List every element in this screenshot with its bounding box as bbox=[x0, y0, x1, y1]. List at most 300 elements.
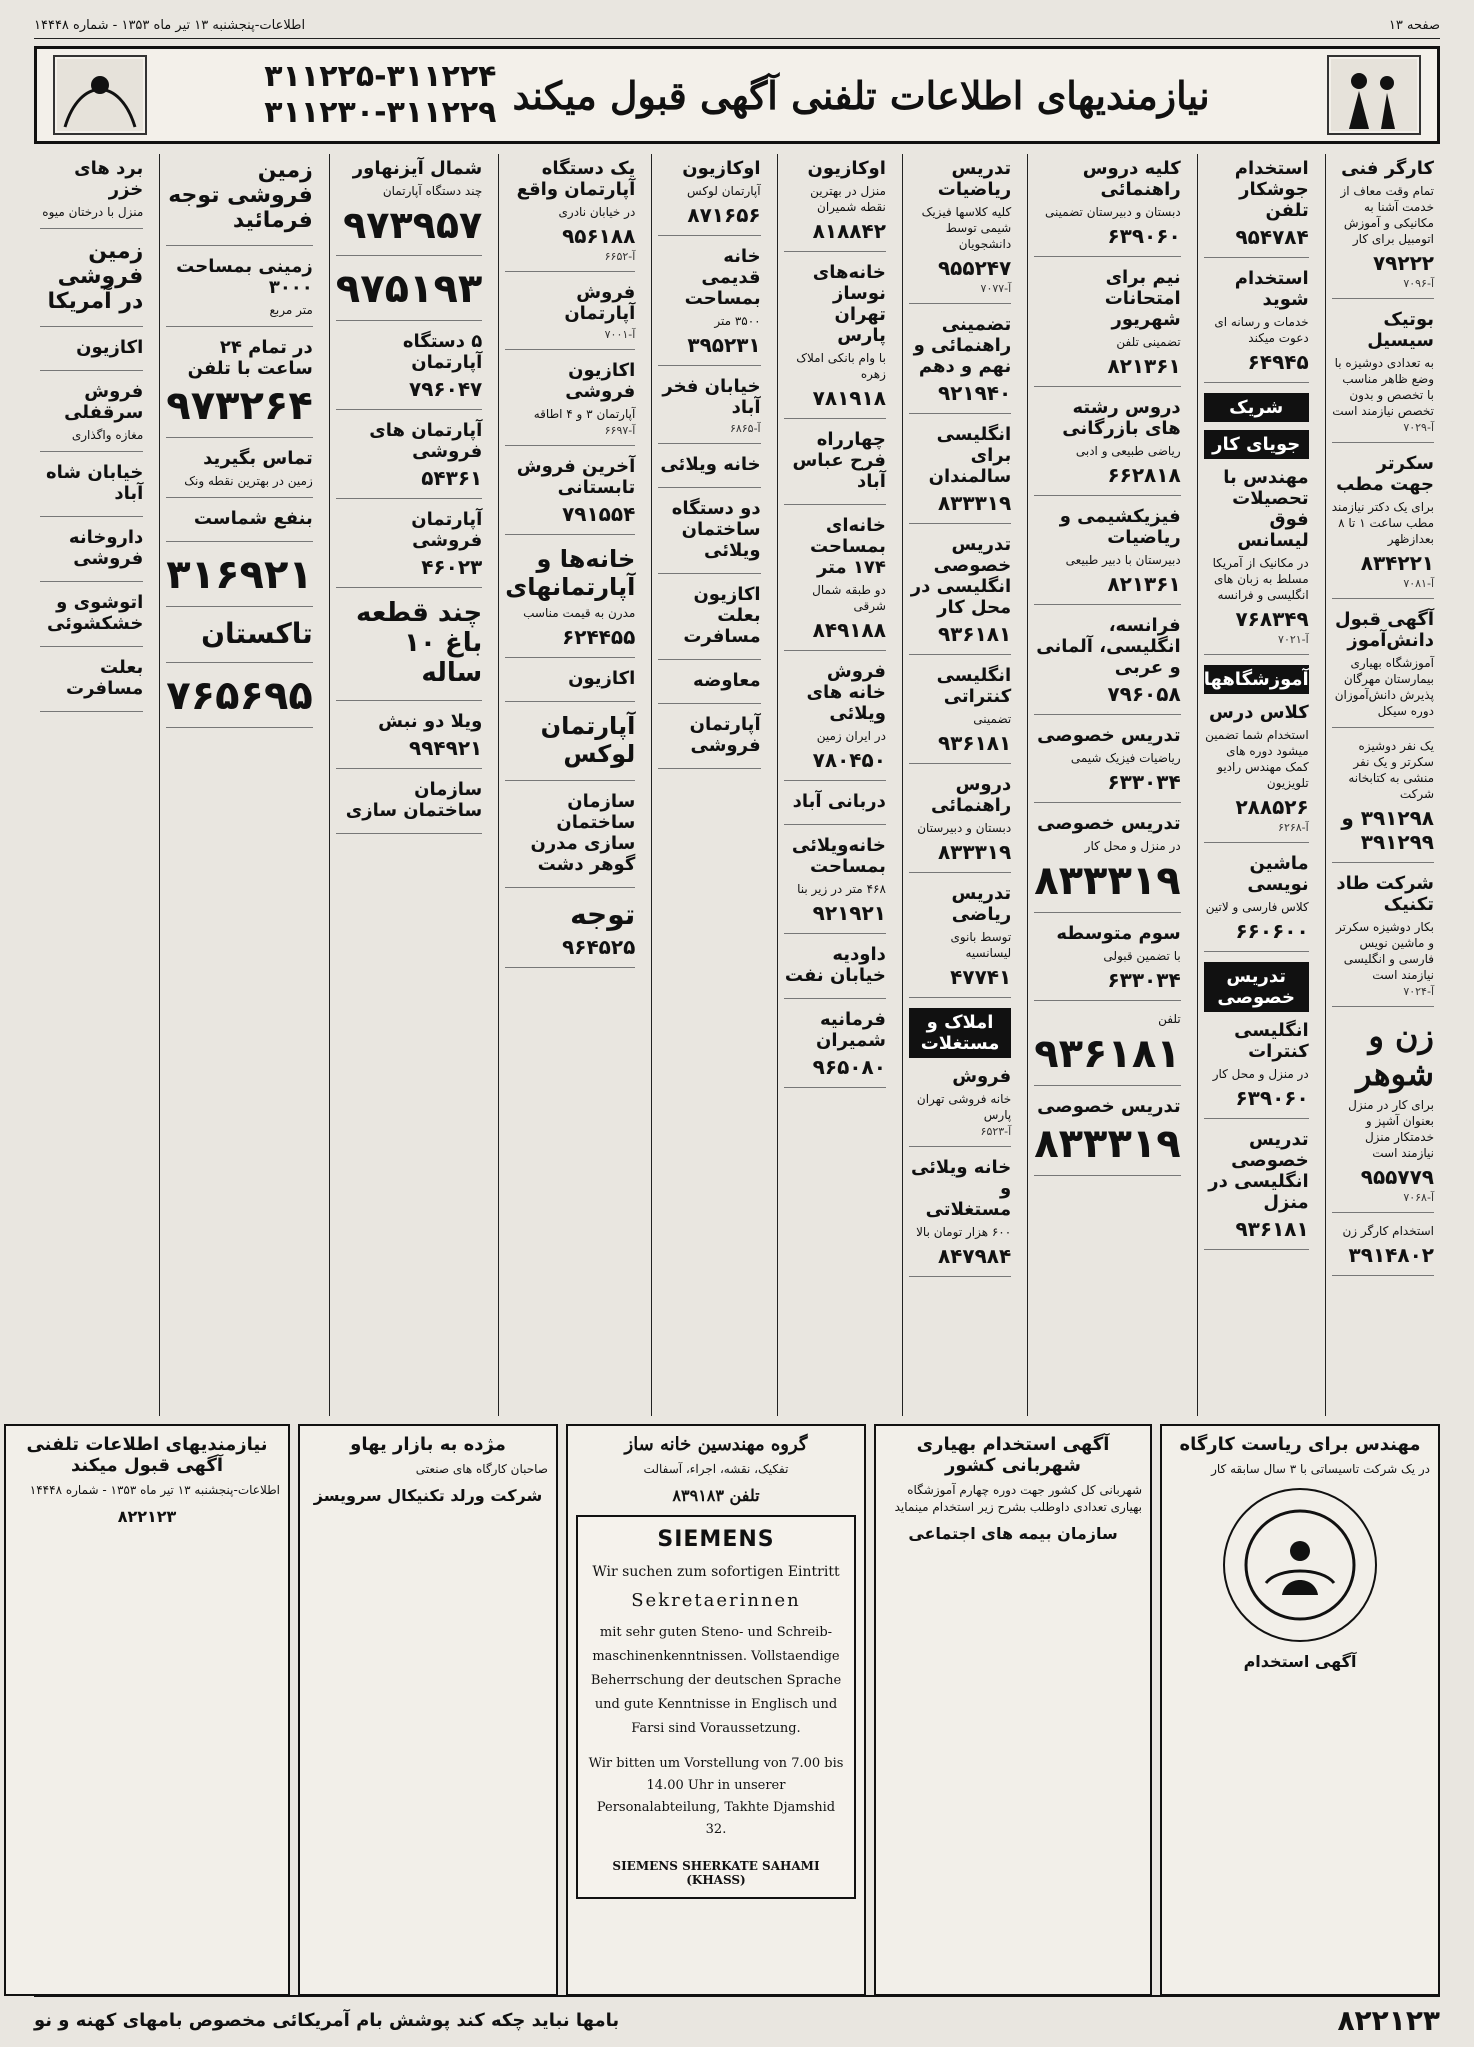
ad-title: نیم برای امتحانات شهریور bbox=[1104, 267, 1181, 330]
ad-text: یک نفر دوشیزه سکرتر و یک نفر منشی به کتابخانه شرکت bbox=[1348, 739, 1434, 801]
ad-phone: ۹۵۵۲۴۷ bbox=[937, 256, 1012, 280]
ad-phone: ۹۳۶۱۸۱ bbox=[1034, 1031, 1181, 1077]
ad-title: آگهی قبول دانش‌آموز bbox=[1334, 609, 1434, 651]
ad-phone: ۹۳۶۱۸۱ bbox=[937, 731, 1012, 755]
ad-title: تماس بگیرید bbox=[203, 448, 313, 469]
column-5 bbox=[777, 154, 892, 1416]
banner-phone-line-2: ۳۱۱۲۳۰-۳۱۱۲۲۹ bbox=[264, 95, 497, 130]
section-heading: املاک و مستغلات bbox=[909, 1008, 1011, 1058]
ad bbox=[909, 1066, 1011, 1147]
ad bbox=[909, 1157, 1011, 1277]
ad-title: دربانی آباد bbox=[792, 791, 886, 812]
ad-title: معاوضه bbox=[693, 670, 761, 691]
ad bbox=[336, 509, 482, 588]
panel-footer: آگهی استخدام bbox=[1243, 1652, 1357, 1671]
ad-text: ریاضیات فیزیک شیمی bbox=[1070, 751, 1181, 765]
ad-text: با تضمین قبولی bbox=[1103, 949, 1181, 963]
ad bbox=[166, 337, 312, 438]
section-heading: تدریس خصوصی bbox=[1204, 962, 1309, 1012]
ad bbox=[658, 670, 760, 704]
banner-left-ornament bbox=[1327, 55, 1421, 135]
ad-title: اوکازیون bbox=[682, 158, 761, 179]
panel-body: اطلاعات-پنجشنبه ۱۳ تیر ماه ۱۳۵۳ - شماره ۱۴۴۴۸ bbox=[29, 1483, 280, 1497]
page-top-line bbox=[34, 18, 1440, 39]
ad-title: کلیه دروس راهنمائی bbox=[1082, 158, 1181, 200]
ad bbox=[166, 256, 312, 327]
ad-title: بعلت مسافرت bbox=[66, 657, 144, 699]
siemens-recruitment-box bbox=[576, 1515, 856, 1899]
ad-title: داروخانه فروشی bbox=[68, 527, 144, 569]
ad-title: خانه‌ها و آپارتمانهای bbox=[505, 545, 636, 601]
ad-phone: ۴۷۷۴۱ bbox=[950, 965, 1012, 989]
ad-phone: ۹۷۳۲۶۴ bbox=[166, 383, 313, 429]
ad bbox=[1034, 615, 1180, 715]
ad-phone: ۴۶۰۲۳ bbox=[421, 555, 483, 579]
ad bbox=[1034, 725, 1180, 803]
ad bbox=[784, 661, 886, 781]
ad-title: اکازیون bbox=[76, 337, 144, 358]
ad-text: در منزل و محل کار bbox=[1084, 839, 1181, 853]
ad bbox=[1332, 1017, 1434, 1213]
ad-title: آپارتمان فروشی bbox=[689, 714, 761, 756]
column-2 bbox=[1197, 154, 1315, 1416]
ad-title: کلاس درس bbox=[1209, 702, 1309, 723]
ad-title: چهارراه فرح عباس آباد bbox=[792, 429, 886, 492]
section-heading: شریک bbox=[1204, 393, 1309, 422]
ad bbox=[166, 617, 312, 663]
ad-text: آپارتمان ۳ و ۴ اطاقه bbox=[533, 407, 636, 421]
siemens-line-2: Sekretaerinnen bbox=[631, 1590, 801, 1611]
ad-title: توجه bbox=[570, 898, 636, 931]
column-9 bbox=[159, 154, 318, 1416]
ad bbox=[40, 239, 143, 327]
ad-title: آخرین فروش تابستانی bbox=[516, 456, 636, 498]
ad bbox=[1332, 309, 1434, 443]
ad-title: خانه‌ویلائی بمساحت bbox=[791, 835, 886, 877]
siemens-ad-phone: تلفن ۸۳۹۱۸۳ bbox=[672, 1486, 760, 1505]
ad-text: خانه فروشی تهران پارس bbox=[916, 1092, 1012, 1122]
ad-text: مدرن به قیمت مناسب bbox=[523, 606, 636, 620]
ad bbox=[784, 835, 886, 934]
ad bbox=[1332, 609, 1434, 728]
ad-text: آموزشگاه بهیاری بیمارستان مهرگان پذیرش دانش‌آموزان دوره سیکل bbox=[1334, 656, 1434, 718]
ad-title: زمینی بمساحت ۳۰۰۰ bbox=[176, 256, 313, 298]
ad-phone: ۸۳۴۲۲۱ bbox=[1360, 551, 1434, 575]
ad-title: سازمان ساختمان سازی bbox=[345, 779, 483, 821]
ad bbox=[658, 454, 760, 488]
ad bbox=[336, 598, 482, 701]
ad-phone: ۸۳۳۳۱۹ bbox=[937, 840, 1012, 864]
ad-title: تدریس خصوصی bbox=[1037, 1096, 1181, 1117]
ad bbox=[784, 515, 886, 651]
ad bbox=[40, 462, 143, 517]
ad bbox=[166, 673, 312, 728]
ad bbox=[166, 158, 312, 246]
ad bbox=[658, 158, 760, 236]
ad-text: با وام بانکی املاک زهره bbox=[796, 351, 886, 381]
ad-code: آ-۷۰۲۹ bbox=[1403, 421, 1434, 434]
ad-text: استخدام شما تضمین میشود دوره های کمک مهندس رادیو تلویزیون bbox=[1205, 728, 1309, 790]
ad-title: داودیه خیابان نفت bbox=[784, 944, 886, 986]
ad bbox=[1034, 1011, 1180, 1086]
ad-title: آپارتمان فروشی bbox=[411, 509, 483, 551]
ad-phone: ۸۳۳۳۱۹ bbox=[1034, 1121, 1181, 1167]
ad-phone: ۸۷۱۶۵۶ bbox=[687, 203, 761, 227]
ad-text: منزل با درختان میوه bbox=[42, 205, 144, 219]
ad-phone: ۶۶۲۸۱۸ bbox=[1107, 463, 1181, 487]
ad bbox=[1332, 873, 1434, 1007]
ad-text: کلاس فارسی و لاتین bbox=[1205, 900, 1309, 914]
ad bbox=[658, 498, 760, 574]
ad-phone: ۶۳۳۰۳۴ bbox=[1107, 770, 1181, 794]
ad bbox=[1204, 702, 1309, 843]
ad bbox=[909, 774, 1011, 873]
ad bbox=[1034, 813, 1180, 913]
ad-title: زمین فروشی توجه فرمائید bbox=[168, 158, 313, 233]
ad-phone: ۹۲۱۹۴۰ bbox=[937, 381, 1012, 405]
bottom-panel-2 bbox=[874, 1424, 1152, 1996]
column-3 bbox=[1027, 154, 1186, 1416]
ad-text: برای کار در منزل بعنوان آشپز و خدمتکار منزل نیازمند است bbox=[1348, 1098, 1434, 1160]
ad-code: آ-۶۶۹۷ bbox=[604, 424, 636, 437]
ad bbox=[1034, 506, 1180, 605]
ad-code: آ-۶۶۵۲ bbox=[604, 250, 636, 263]
ad-title: انگلیسی کنترات bbox=[1234, 1020, 1309, 1062]
section-heading: آموزشگاهها bbox=[1204, 665, 1309, 694]
banner-phone-line-1: ۳۱۱۲۲۵-۳۱۱۲۲۴ bbox=[264, 59, 497, 94]
ad bbox=[336, 711, 482, 769]
ad bbox=[1332, 453, 1434, 599]
ad-phone: ۸۳۳۳۱۹ bbox=[1034, 858, 1181, 904]
siemens-line-5: SIEMENS SHERKATE SAHAMI (KHASS) bbox=[612, 1859, 820, 1887]
ad-phone: ۶۳۹۰۶۰ bbox=[1107, 224, 1181, 248]
organization-logo bbox=[1223, 1488, 1377, 1642]
ad bbox=[1204, 1020, 1309, 1119]
ad-phone: ۸۲۱۳۶۱ bbox=[1107, 572, 1181, 596]
ad bbox=[505, 668, 635, 702]
ad-title: زمین فروشی در آمریکا bbox=[47, 239, 144, 314]
ad-title: فروش آپارتمان bbox=[564, 282, 636, 324]
ad-phone: ۸۱۸۸۴۲ bbox=[812, 219, 886, 243]
ad-title: ویلا دو نبش bbox=[378, 711, 483, 732]
ad-title: سوم متوسطه bbox=[1056, 923, 1181, 944]
ad-title: آپارتمان های فروشی bbox=[369, 420, 483, 462]
ad-text: در مکانیک از آمریکا مسلط به زبان های انگلیسی و فرانسه bbox=[1212, 556, 1309, 602]
ad-title: اتوشوی و خشکشوئی bbox=[46, 592, 144, 634]
ad-title: بوتیک سیسیل bbox=[1367, 309, 1434, 351]
panel-body: صاحبان کارگاه های صنعتی bbox=[415, 1462, 548, 1476]
ad bbox=[1034, 1096, 1180, 1176]
ad-text: ۳۵۰۰ متر bbox=[714, 314, 761, 328]
ad bbox=[505, 456, 635, 535]
ad-phone: ۷۹۶۰۵۸ bbox=[1107, 682, 1181, 706]
ad-text: زمین در بهترین نقطه ونک bbox=[184, 474, 313, 488]
ad bbox=[1204, 853, 1309, 952]
ad-title: فروش سرقفلی bbox=[64, 381, 144, 423]
ad-text: کلیه کلاسها فیزیک شیمی توسط دانشجویان bbox=[921, 205, 1012, 251]
ad-text: توسط بانوی لیسانسیه bbox=[950, 930, 1012, 960]
ad-title: خانه‌ای بمساحت ۱۷۴ متر bbox=[809, 515, 886, 578]
ad-code: آ-۷۰۹۶ bbox=[1403, 277, 1434, 290]
ad-title: دروس راهنمائی bbox=[931, 774, 1012, 816]
ad bbox=[40, 592, 143, 647]
ad bbox=[1034, 397, 1180, 496]
ad bbox=[784, 791, 886, 825]
ad-text: دبیرستان با دبیر طبیعی bbox=[1065, 553, 1181, 567]
page-number: صفحه ۱۳ bbox=[1388, 18, 1440, 33]
ad-phone: ۳۹۵۲۳۱ bbox=[687, 333, 761, 357]
ad-title: مهندس با تحصیلات فوق لیسانس bbox=[1223, 467, 1309, 551]
column-7 bbox=[498, 154, 641, 1416]
ad-phone: ۸۴۷۹۸۴ bbox=[937, 1244, 1012, 1268]
ad bbox=[658, 584, 760, 660]
siemens-ad-subheader: تفکیک، نقشه، اجراء، آسفالت bbox=[643, 1462, 789, 1476]
ad-text: به تعدادی دوشیزه با وضع ظاهر مناسب با تخصص و بدون تخصص نیازمند است bbox=[1332, 356, 1434, 418]
ad-title: تدریس خصوصی انگلیسی در محل کار bbox=[910, 534, 1012, 618]
ad bbox=[909, 883, 1011, 998]
ad-phone: ۸۳۳۳۱۹ bbox=[937, 491, 1012, 515]
ad bbox=[909, 424, 1011, 524]
ad-title: اوکازیون bbox=[807, 158, 886, 179]
ad bbox=[336, 331, 482, 410]
ad-title: تاکستان bbox=[201, 617, 313, 650]
ad-phone: ۶۳۳۰۳۴ bbox=[1107, 968, 1181, 992]
ad-text: برای یک دکتر نیازمند مطب ساعت ۱ تا ۸ بعدازظهر bbox=[1331, 500, 1434, 546]
ad-phone: ۷۶۵۶۹۵ bbox=[166, 673, 313, 719]
ad-heading: زن و شوهر bbox=[1356, 1017, 1434, 1093]
ad-phone: ۳۹۱۴۸۰۲ bbox=[1348, 1243, 1434, 1267]
siemens-line-1: Wir suchen zum sofortigen Eintritt bbox=[592, 1564, 840, 1580]
ad-title: شرکت طاد تکنیک bbox=[1336, 873, 1434, 915]
ad bbox=[909, 665, 1011, 764]
column-1 bbox=[1325, 154, 1440, 1416]
ad-title: شمال آیزنهاور bbox=[352, 158, 483, 179]
page-footer bbox=[34, 1995, 1440, 2037]
ad-title: اکازیون bbox=[568, 668, 636, 689]
ad bbox=[40, 158, 143, 229]
ad bbox=[166, 508, 312, 542]
ad bbox=[505, 158, 635, 272]
ad bbox=[784, 429, 886, 505]
bottom-panel-4 bbox=[298, 1424, 558, 1996]
column-6 bbox=[651, 154, 766, 1416]
ad-phone: ۹۶۵۰۸۰ bbox=[812, 1055, 886, 1079]
ad-phone: ۹۵۴۷۸۴ bbox=[1235, 225, 1309, 249]
ad bbox=[784, 158, 886, 252]
ad-title: در تمام ۲۴ ساعت با تلفن bbox=[187, 337, 313, 379]
ad bbox=[1034, 158, 1180, 257]
ad-text: در خیابان نادری bbox=[558, 205, 636, 219]
banner-phones bbox=[264, 59, 496, 131]
ad bbox=[909, 534, 1011, 655]
ads-grid bbox=[34, 154, 1440, 1416]
ad-text: تضمینی bbox=[973, 712, 1012, 726]
ad-title: تدریس خصوصی bbox=[1037, 725, 1181, 746]
ad bbox=[336, 158, 482, 256]
ad-phone: ۷۹۲۲۲ bbox=[1372, 251, 1434, 275]
ad-text: ریاضی طبیعی و ادبی bbox=[1075, 444, 1181, 458]
ad-title: برد های خزر bbox=[74, 158, 144, 200]
ad-code: آ-۶۲۶۸ bbox=[1278, 821, 1309, 834]
ad-code: آ-۶۵۲۳ bbox=[980, 1125, 1012, 1138]
ad-title: خیابان فخر آباد bbox=[662, 376, 761, 418]
panel-footer: ۸۲۲۱۲۳ bbox=[117, 1507, 177, 1526]
ad-text: تضمینی تلفن bbox=[1116, 335, 1181, 349]
ad-phone: ۷۹۶۰۴۷ bbox=[409, 377, 483, 401]
ad-title: فروش خانه های ویلائی bbox=[806, 661, 886, 724]
siemens-brand: SIEMENS bbox=[657, 1527, 775, 1552]
ad-phone: ۷۸۰۴۵۰ bbox=[812, 748, 886, 772]
ad bbox=[40, 381, 143, 452]
panel-footer: شرکت ورلد تکنیکال سرویسز bbox=[313, 1486, 543, 1505]
ad-title: خانه ویلائی و مستغلاتی bbox=[910, 1157, 1012, 1220]
ad-title: انگلیسی کنتراتی bbox=[936, 665, 1012, 707]
ad-phone: ۸۲۱۳۶۱ bbox=[1107, 354, 1181, 378]
panel-footer: سازمان بیمه های اجتماعی bbox=[908, 1524, 1118, 1543]
ad-phone: ۷۹۱۵۵۴ bbox=[562, 502, 636, 526]
ad-text: تلفن bbox=[1158, 1012, 1181, 1026]
ad bbox=[40, 527, 143, 582]
ad bbox=[336, 266, 482, 321]
banner-headline: نیازمندیهای اطلاعات تلفنی آگهی قبول میکند bbox=[512, 72, 1210, 118]
ad bbox=[1332, 158, 1434, 299]
ad bbox=[1204, 268, 1309, 383]
banner-right-ornament bbox=[53, 55, 147, 135]
ad-phone: ۵۴۳۶۱ bbox=[421, 466, 483, 490]
ad-text: در منزل و محل کار bbox=[1212, 1067, 1309, 1081]
ad-title: سکرتر جهت مطب bbox=[1336, 453, 1434, 495]
ad-title: انگلیسی برای سالمندان bbox=[928, 424, 1012, 487]
ad-title: فرمانیه شمیران bbox=[816, 1009, 886, 1051]
ad-title: خانه قدیمی بمساحت bbox=[684, 246, 761, 309]
ad bbox=[1034, 923, 1180, 1001]
ad-phone: ۹۷۳۹۵۷ bbox=[343, 203, 483, 247]
ad-title: چند قطعه باغ ۱۰ ساله bbox=[356, 598, 483, 688]
ad-text: بکار دوشیزه سکرتر و ماشین نویس فارسی و انگلیسی نیازمند است bbox=[1335, 920, 1434, 982]
ad-title: فرانسه، انگلیسی، آلمانی و عربی bbox=[1036, 615, 1181, 678]
ad-title: استخدام شوید bbox=[1234, 268, 1309, 310]
siemens-ad-header: گروه مهندسین خانه ساز bbox=[624, 1434, 808, 1455]
ad-title: سازمان ساختمان سازی مدرن گوهر دشت bbox=[530, 791, 636, 875]
ad-phone: ۲۸۸۵۲۶ bbox=[1235, 795, 1309, 819]
ad bbox=[505, 791, 635, 888]
ad-phone: ۷۸۱۹۱۸ bbox=[812, 386, 886, 410]
ad-title: اکازیون فروشی bbox=[565, 360, 636, 402]
ad bbox=[505, 282, 635, 350]
siemens-line-4: Wir bitten um Vorstellung von 7.00 bis 14.00 Uhr in unserer Personalabteilung, Takhte Djamshid 32. bbox=[588, 1756, 844, 1837]
ad-title: استخدام جوشکار تلفن bbox=[1234, 158, 1309, 221]
ad bbox=[40, 337, 143, 371]
ad-title: تدریس ریاضی bbox=[951, 883, 1012, 925]
ad-title: تدریس ریاضیات bbox=[937, 158, 1012, 200]
ad-title: خیابان شاه آباد bbox=[45, 462, 144, 504]
ad bbox=[166, 552, 312, 607]
ad bbox=[1204, 467, 1309, 655]
header-banner bbox=[34, 46, 1440, 144]
ad-text: ۶۰۰ هزار تومان بالا bbox=[916, 1225, 1012, 1239]
ad-text: استخدام کارگر زن bbox=[1342, 1224, 1434, 1238]
ad-title: خانه ویلائی bbox=[660, 454, 761, 475]
footer-text: بامها نباید چکه کند پوشش بام آمریکائی مخصوص بامهای کهنه و نو bbox=[34, 2009, 620, 2031]
ad bbox=[40, 657, 143, 712]
bottom-panel-1 bbox=[1160, 1424, 1440, 1996]
ad-title: بنفع شماست bbox=[193, 508, 313, 529]
ad-phone: ۳۱۶۹۲۱ bbox=[166, 552, 313, 598]
ad bbox=[1204, 158, 1309, 258]
ad-phone: ۹۶۴۵۲۵ bbox=[562, 935, 636, 959]
bottom-panel-5 bbox=[4, 1424, 290, 1996]
footer-phone: ۸۲۲۱۲۳ bbox=[1337, 2003, 1440, 2037]
ad bbox=[1332, 1223, 1434, 1276]
column-8 bbox=[329, 154, 488, 1416]
ad-phone: ۸۴۹۱۸۸ bbox=[812, 618, 886, 642]
ad bbox=[658, 246, 760, 366]
ad bbox=[336, 420, 482, 499]
ad-phone: ۶۲۴۴۵۵ bbox=[562, 625, 636, 649]
ad-text: چند دستگاه آپارتمان bbox=[382, 184, 483, 198]
ad-phone: ۶۳۹۰۶۰ bbox=[1235, 1086, 1309, 1110]
ad-code: آ-۷۰۷۷ bbox=[980, 282, 1012, 295]
panel-title: نیازمندیهای اطلاعات تلفنی آگهی قبول میکند bbox=[26, 1434, 268, 1476]
ad-title: آپارتمان لوکس bbox=[540, 712, 636, 768]
ad-text: در ایران زمین bbox=[816, 729, 886, 743]
section-heading: جویای کار bbox=[1204, 430, 1309, 459]
ad bbox=[505, 712, 635, 781]
ad bbox=[909, 158, 1011, 304]
ad bbox=[505, 898, 635, 968]
panel-body: در یک شرکت تاسیساتی با ۳ سال سابقه کار bbox=[1211, 1462, 1430, 1476]
ad-phone: ۹۵۵۷۷۹ bbox=[1360, 1165, 1434, 1189]
column-4 bbox=[902, 154, 1017, 1416]
ad-title: فروش bbox=[952, 1066, 1012, 1087]
ad-title: تضمینی راهنمائی و نهم و دهم bbox=[913, 314, 1012, 377]
ad bbox=[658, 376, 760, 444]
ad-title: خانه‌های نوساز تهران پارس bbox=[812, 262, 886, 346]
ad-text: متر مربع bbox=[269, 303, 313, 317]
issue-info: اطلاعات-پنجشنبه ۱۳ تیر ماه ۱۳۵۳ - شماره ۱۴۴۴۸ bbox=[34, 18, 306, 33]
ad-phone: ۹۹۴۹۲۱ bbox=[409, 736, 483, 760]
ad bbox=[1034, 267, 1180, 387]
ad-text: مغازه واگذاری bbox=[71, 428, 144, 442]
ad-title: اکازیون بعلت مسافرت bbox=[683, 584, 761, 647]
ad-phone: ۷۶۸۳۴۹ bbox=[1235, 607, 1309, 631]
ad-title: کارگر فنی bbox=[1341, 158, 1434, 179]
ad-phone: ۹۵۶۱۸۸ bbox=[562, 224, 636, 248]
ad-text: دبستان و دبیرستان bbox=[917, 821, 1012, 835]
ad bbox=[784, 262, 886, 419]
ad-title: فیزیکشیمی و ریاضیات bbox=[1059, 506, 1181, 548]
panel-title: مژده به بازار یهاو bbox=[350, 1434, 506, 1455]
ad-phone: ۹۷۵۱۹۳ bbox=[335, 266, 483, 312]
ad-text: منزل در بهترین نقطه شمیران bbox=[810, 184, 886, 214]
siemens-line-3: mit sehr guten Steno- und Schreib- maschinenkenntnissen. Vollstaendige Beherrschung der deutschen Sprache und gute Kenntnisse in Englisch und Farsi sind Voraussetzung. bbox=[590, 1625, 842, 1736]
ad bbox=[505, 360, 635, 446]
ad-phone: ۹۳۶۱۸۱ bbox=[1235, 1217, 1309, 1241]
panel-title: مهندس برای ریاست کارگاه bbox=[1179, 1434, 1421, 1455]
ad-code: آ-۷۰۶۸ bbox=[1403, 1191, 1434, 1204]
ad bbox=[166, 448, 312, 498]
ad-text: خدمات و رسانه ای دعوت میکند bbox=[1214, 315, 1309, 345]
ad-text: ۴۶۸ متر در زیر بنا bbox=[797, 882, 886, 896]
ad-title: تدریس خصوصی انگلیسی در منزل bbox=[1208, 1129, 1309, 1213]
ad bbox=[909, 314, 1011, 414]
ad bbox=[784, 944, 886, 999]
ad-code: آ-۷۰۸۱ bbox=[1403, 577, 1434, 590]
ad-phone: ۹۳۶۱۸۱ bbox=[937, 622, 1012, 646]
ad bbox=[658, 714, 760, 769]
ad-text: دبستان و دبیرستان تضمینی bbox=[1044, 205, 1181, 219]
ad bbox=[505, 545, 635, 658]
